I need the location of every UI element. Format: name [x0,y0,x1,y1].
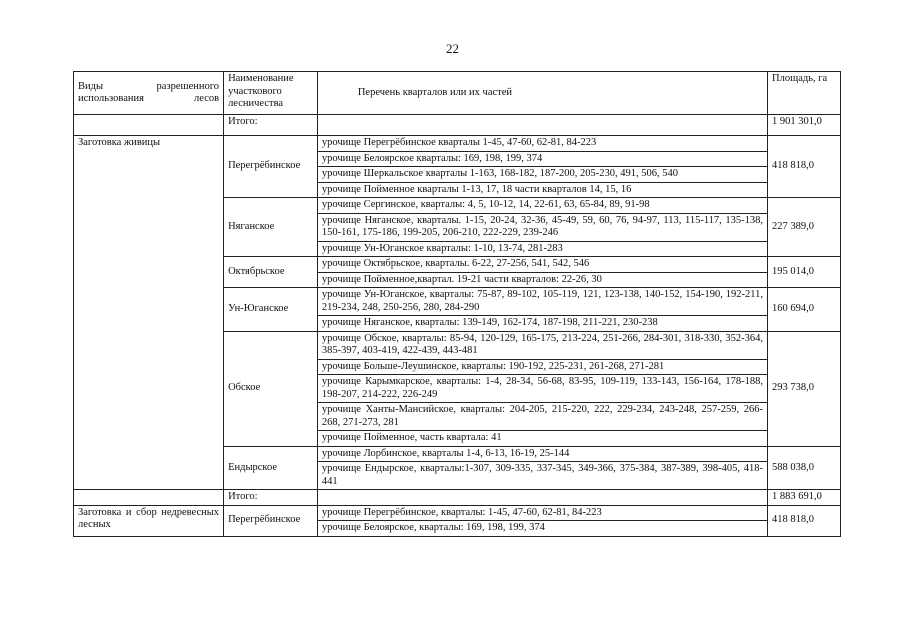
list-item: урочище Карымкарское, кварталы: 1-4, 28-34, 56-68, 83-95, 109-119, 133-143, 156-164, 178-188, 198-207, 214-222, 226-249 [318,375,767,403]
total-area: 1 883 691,0 [768,490,841,506]
list-item: урочище Сергинское, кварталы: 4, 5, 10-12, 14, 22-61, 63, 65-84, 89, 91-98 [318,198,767,213]
forestry-area: 195 014,0 [768,257,841,288]
list-item: урочище Белоярское, кварталы: 169, 198, 199, 374 [321,522,545,533]
forestry-name: Ун-Юганское [224,288,318,332]
list-item: урочище Пойменное, часть квартала: 41 [321,432,502,443]
table-header [74,72,841,115]
total-label: Итого: [224,490,318,506]
forestry-name: Октябрьское [224,257,318,288]
total-label: Итого: [224,115,318,136]
list-item: урочище Пойменное кварталы 1-13, 17, 18 части кварталов 14, 15, 16 [321,183,632,195]
header-area: Площадь, га [768,72,841,115]
total-row [74,490,841,506]
list-item: урочище Обское, кварталы: 85-94, 120-129, 165-175, 213-224, 251-266, 284-301, 318-330, 352-364, 385-397, 403-419, 422-439, 443-481 [318,332,767,360]
forestry-area: 418 818,0 [768,505,841,536]
total-area: 1 901 301,0 [768,115,841,136]
list-item: урочище Ханты-Мансийское, кварталы: 204-205, 215-220, 222, 229-234, 243-248, 257-259, 266-268, 271-273, 281 [318,403,767,431]
list-item: урочище Перегрёбинское кварталы 1-45, 47-60, 62-81, 84-223 [318,136,767,151]
forestry-name: Ендырское [224,446,318,490]
use-type-cell: Заготовка и сбор недревесных лесных [78,506,220,530]
list-item: урочище Няганское, кварталы: 139-149, 162-174, 187-198, 211-221, 230-238 [321,317,658,328]
list-item: урочище Белоярское кварталы: 169, 198, 199, 374 [318,151,767,167]
list-item: урочище Больше-Леушинское, кварталы: 190-192, 225-231, 261-268, 271-281 [318,359,767,375]
header-forestry-name: Наименование участкового лесничества [224,72,318,115]
table-row [74,136,841,198]
list-item: урочище Няганское, кварталы. 1-15, 20-24, 32-36, 45-49, 59, 60, 76, 94-97, 113, 115-117, 135-138, 150-161, 175-186, 199-205, 206-210, 222-229, 239-246 [318,213,767,241]
use-type-cell: Заготовка живицы [74,136,224,490]
forestry-name: Няганское [224,198,318,257]
forestry-name: Перегрёбинское [224,505,318,536]
page-number: 22 [446,41,459,56]
list-item: урочище Лорбинское, кварталы 1-4, 6-13, 16-19, 25-144 [318,447,767,462]
list-item: урочище Шеркальское кварталы 1-163, 168-182, 187-200, 205-230, 491, 506, 540 [318,167,767,183]
forestry-area: 588 038,0 [768,446,841,490]
forestry-area: 293 738,0 [768,331,841,446]
forestry-name: Перегрёбинское [224,136,318,198]
header-quarters-list: Перечень кварталов или их частей [317,72,767,115]
list-item: урочище Ун-Юганское, кварталы: 75-87, 89-102, 105-119, 121, 123-138, 140-152, 154-190, 192-211, 219-234, 248, 250-256, 280, 284-290 [318,288,767,316]
forestry-area: 227 389,0 [768,198,841,257]
table-row [74,505,841,536]
forestry-area: 160 694,0 [768,288,841,332]
list-item: урочище Ун-Юганское кварталы: 1-10, 13-74, 281-283 [321,242,563,254]
list-item: урочище Ендырское, кварталы:1-307, 309-335, 337-345, 349-366, 375-384, 387-389, 398-405, 418-441 [321,463,764,487]
forestry-name: Обское [224,331,318,446]
total-row [74,115,841,136]
list-item: урочище Перегрёбинское, кварталы: 1-45, 47-60, 62-81, 84-223 [318,506,767,521]
forestry-area: 418 818,0 [768,136,841,198]
list-item: урочище Октябрьское, кварталы. 6-22, 27-256, 541, 542, 546 [318,257,767,272]
header-use-type: Виды разрешенного использования лесов [74,72,224,115]
list-item: урочище Пойменное,квартал. 19-21 части кварталов: 22-26, 30 [321,273,602,285]
forest-use-table [73,71,841,537]
